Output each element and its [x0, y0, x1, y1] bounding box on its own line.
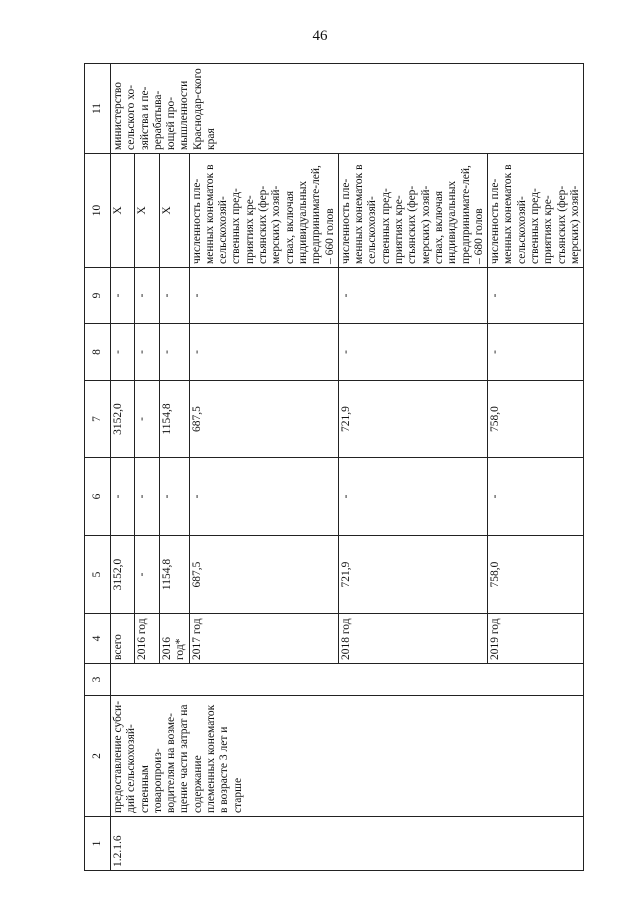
- header-cell: 2: [85, 696, 111, 817]
- value-cell: 687,5: [189, 381, 338, 458]
- value-cell: -: [189, 458, 338, 536]
- value-cell: 687,5: [189, 536, 338, 614]
- item-name: предоставление субси-дий сельскохозяй-ственным товаропроиз-водителям на возме-щение части затрат на содержание племенных конематок в возрасте 3 лет и старше: [111, 696, 584, 817]
- header-cell: 10: [85, 154, 111, 268]
- result-cell: численность пле-менных конематок в сельскохозяй-ственных пред-приятиях кре-стьянских (фер-мерских) хозяй-ствах, включая индивидуальных предпринимате-лей, – 680 голов: [338, 154, 487, 268]
- value-cell: -: [338, 324, 487, 381]
- header-cell: 1: [85, 817, 111, 871]
- value-cell: 3152,0: [111, 381, 135, 458]
- rotated-table: [84, 64, 581, 871]
- value-cell: -: [111, 268, 135, 324]
- result-cell: численность пле-менных конематок в сельскохозяй-ственных пред-приятиях кре-стьянских (фер-мерских) хозяй-ствах, включая индивидуальных предпринимате-лей, – 660 голов: [189, 154, 338, 268]
- result-cell: Х: [135, 154, 160, 268]
- year-cell: 2018 год: [338, 614, 487, 664]
- value-cell: 758,0: [488, 381, 584, 458]
- value-cell: 3152,0: [111, 536, 135, 614]
- value-cell: -: [160, 324, 190, 381]
- year-cell: 2016 год*: [160, 614, 190, 664]
- value-cell: -: [488, 458, 584, 536]
- value-cell: -: [135, 268, 160, 324]
- executor-cell: министерство сельского хо-зяйства и пе-рерабатыва-ющей про-мышленности Краснодар-ского края: [111, 64, 584, 154]
- value-cell: 1154,8: [160, 536, 190, 614]
- page-number: 46: [312, 28, 328, 44]
- empty-cell: [111, 664, 584, 696]
- item-code: 1.2.1.6: [111, 817, 584, 871]
- table-row: [111, 64, 135, 871]
- value-cell: -: [111, 324, 135, 381]
- value-cell: -: [488, 324, 584, 381]
- header-cell: 5: [85, 536, 111, 614]
- header-cell: 3: [85, 664, 111, 696]
- header-row: [85, 64, 111, 871]
- value-cell: -: [189, 268, 338, 324]
- result-cell: численность пле-менных конематок в сельскохозяй-ственных пред-приятиях кре-стьянских (фер-мерских) хозяй-: [488, 154, 584, 268]
- value-cell: -: [160, 268, 190, 324]
- result-cell: Х: [111, 154, 135, 268]
- value-cell: -: [160, 458, 190, 536]
- result-cell: Х: [160, 154, 190, 268]
- header-cell: 11: [85, 64, 111, 154]
- value-cell: -: [488, 268, 584, 324]
- rotated-table-area: [84, 64, 581, 871]
- header-cell: 9: [85, 268, 111, 324]
- value-cell: -: [338, 458, 487, 536]
- year-cell: 2016 год: [135, 614, 160, 664]
- year-cell: всего: [111, 614, 135, 664]
- value-cell: 1154,8: [160, 381, 190, 458]
- year-cell: 2017 год: [189, 614, 338, 664]
- value-cell: -: [135, 381, 160, 458]
- value-cell: 758,0: [488, 536, 584, 614]
- value-cell: -: [135, 324, 160, 381]
- value-cell: -: [135, 536, 160, 614]
- header-cell: 6: [85, 458, 111, 536]
- year-cell: 2019 год: [488, 614, 584, 664]
- value-cell: 721,9: [338, 381, 487, 458]
- value-cell: -: [111, 458, 135, 536]
- header-cell: 7: [85, 381, 111, 458]
- header-cell: 8: [85, 324, 111, 381]
- value-cell: 721,9: [338, 536, 487, 614]
- program-table: [84, 63, 584, 871]
- value-cell: -: [338, 268, 487, 324]
- header-cell: 4: [85, 614, 111, 664]
- value-cell: -: [135, 458, 160, 536]
- value-cell: -: [189, 324, 338, 381]
